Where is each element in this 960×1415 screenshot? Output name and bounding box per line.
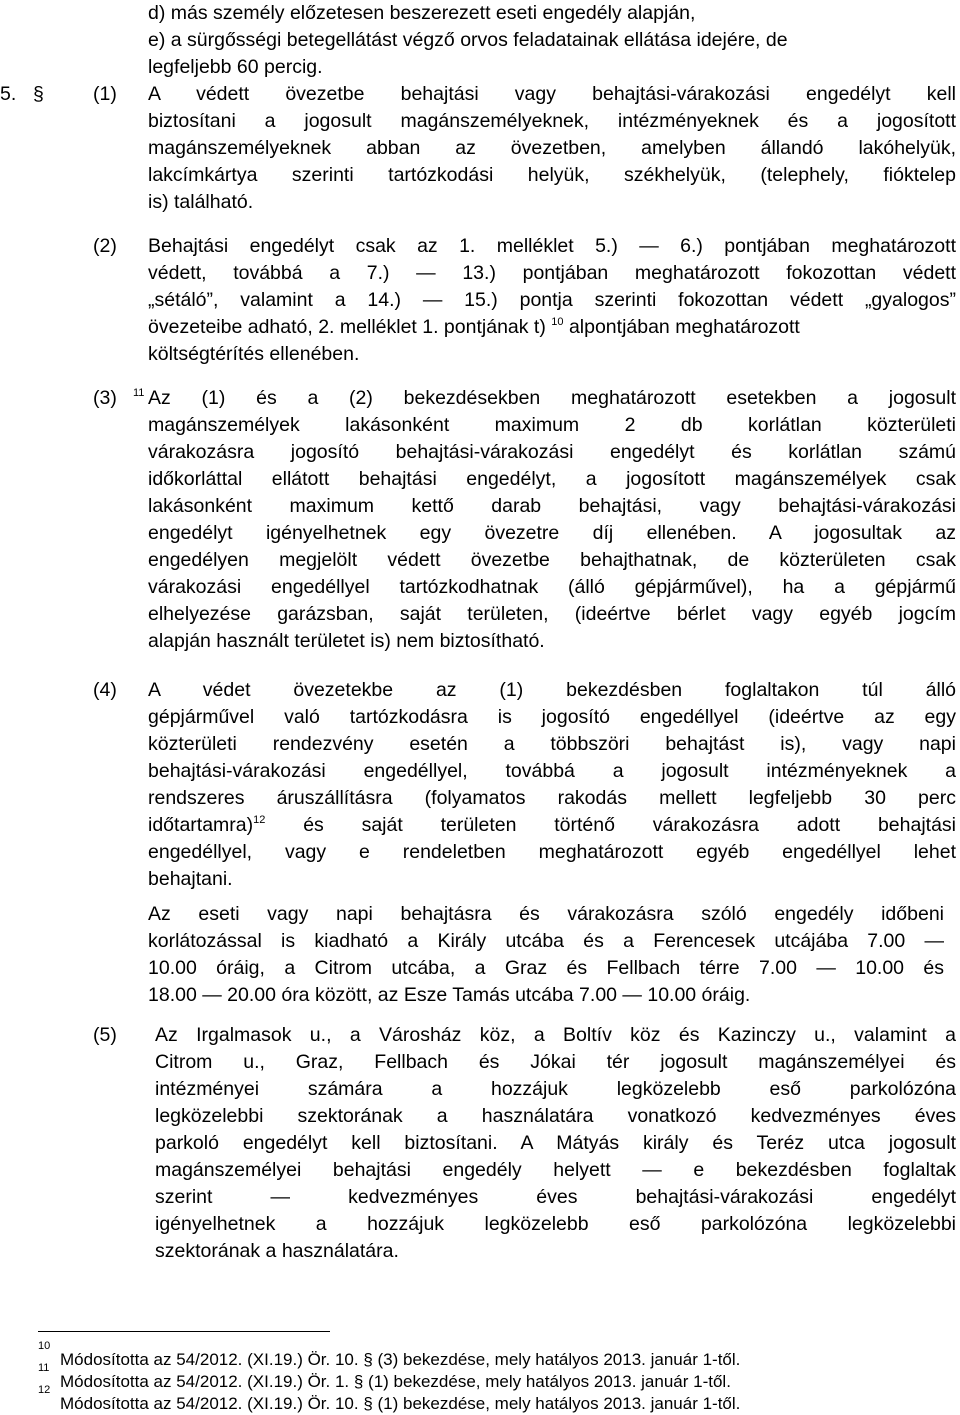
paragraph-5-label: (5) xyxy=(93,1024,117,1046)
list-item-e-continuation: legfeljebb 60 percig. xyxy=(148,56,323,78)
footnote-separator xyxy=(38,1331,330,1332)
paragraph-5-line: legközelebbi szektorának a használatára vonatkozó kedvezményes éves xyxy=(155,1105,956,1127)
paragraph-3-line: alapján használt területet is) nem biztosítható. xyxy=(148,630,545,652)
paragraph-4-line-with-footnote xyxy=(148,812,956,839)
paragraph-3-line: lakásonként maximum kettő darab behajtási, vagy behajtási-várakozási xyxy=(148,495,956,517)
section-number: 5. xyxy=(0,83,17,105)
paragraph-4-line: rendszeres áruszállításra (folyamatos rakodás mellett legfeljebb 30 perc xyxy=(148,787,956,809)
paragraph-5-line: magánszemélyei behajtási engedély helyett — e bekezdésben foglaltak xyxy=(155,1159,956,1181)
paragraph-4-line-end: és saját területen történő várakozásra adott behajtási xyxy=(303,814,957,836)
paragraph-2-line-end: alpontjában meghatározott xyxy=(568,316,800,338)
paragraph-5-line: Citrom u., Graz, Fellbach és Jókai tér jogosult magánszemélyei és xyxy=(155,1051,956,1073)
list-item-d: d) más személy előzetesen beszerezett eseti engedély alapján, xyxy=(148,2,696,24)
paragraph-4-sub-line: Az eseti vagy napi behajtásra és várakozásra szóló engedély időbeni xyxy=(148,903,944,925)
paragraph-5-line: szektorának a használatára. xyxy=(155,1240,399,1262)
paragraph-3-label: (3) xyxy=(93,387,117,409)
paragraph-5-line: Az Irgalmasok u., a Városház köz, a Boltív köz és Kazinczy u., valamint a xyxy=(155,1024,956,1046)
paragraph-1-line: biztosítani a jogosult magánszemélyeknek, intézményeknek és a jogosított xyxy=(148,110,956,132)
paragraph-2-line: védett, továbbá a 7.) — 13.) pontjában meghatározott fokozottan védett xyxy=(148,262,956,284)
paragraph-3-line: engedélyen megjelölt védett övezetbe behajthatnak, de közterületen csak xyxy=(148,549,956,571)
footnote-number: 11 xyxy=(38,1362,50,1374)
footnote-ref-12[interactable]: 12 xyxy=(253,814,266,826)
paragraph-2-line-with-footnote xyxy=(148,314,956,341)
paragraph-1-line: magánszemélyeknek abban az övezetben, amelyben állandó lakóhelyük, xyxy=(148,137,956,159)
paragraph-4-sub-line: 18.00 — 20.00 óra között, az Esze Tamás utcába 7.00 — 10.00 óráig. xyxy=(148,984,751,1006)
paragraph-4-line: gépjárművel való tartózkodásra is jogosító engedéllyel (ideértve az egy xyxy=(148,706,956,728)
list-item-e: e) a sürgősségi betegellátást végző orvos feladatainak ellátása idejére, de xyxy=(148,29,788,51)
paragraph-4-line: A védet övezetekbe az (1) bekezdésben foglaltakon túl álló xyxy=(148,679,956,701)
paragraph-4-line: behajtási-várakozási engedéllyel, továbbá a jogosult intézményeknek a xyxy=(148,760,956,782)
footnote-number: 10 xyxy=(38,1340,51,1352)
footnote-ref-11[interactable]: 11 xyxy=(133,387,145,399)
footnote-text: Módosította az 54/2012. (XI.19.) Ör. 10. § (3) bekezdése, mely hatályos 2013. január 1-től. xyxy=(60,1350,741,1369)
paragraph-2-line: költségtérítés ellenében. xyxy=(148,343,360,365)
paragraph-4-line: közterületi rendezvény esetén a többszöri behajtást is), vagy napi xyxy=(148,733,956,755)
paragraph-3-line: elhelyezése garázsban, saját területen, (ideértve bérlet vagy egyéb jogcím xyxy=(148,603,956,625)
footnote-text: Módosította az 54/2012. (XI.19.) Ör. 1. § (1) bekezdése, mely hatályos 2013. január 1-től. xyxy=(60,1372,731,1391)
paragraph-1-label: (1) xyxy=(93,83,117,105)
paragraph-4-sub-line: korlátozással is kiadható a Király utcába és a Ferencesek utcájába 7.00 — xyxy=(148,930,944,952)
paragraph-3-line: időkorláttal ellátott behajtási engedélyt, a jogosított magánszemélyek csak xyxy=(148,468,956,490)
paragraph-3-line: Az (1) és a (2) bekezdésekben meghatározott esetekben a jogosult xyxy=(148,387,956,409)
paragraph-sign: § xyxy=(33,83,44,105)
paragraph-3-line: engedélyt igényelhetnek egy övezetre díj ellenében. A jogosultak az xyxy=(148,522,956,544)
paragraph-2-label: (2) xyxy=(93,235,117,257)
paragraph-1-line: A védett övezetbe behajtási vagy behajtási-várakozási engedélyt kell xyxy=(148,83,956,105)
paragraph-3-line: magánszemélyek lakásonként maximum 2 db korlátlan közterületi xyxy=(148,414,956,436)
footnote-text: Módosította az 54/2012. (XI.19.) Ör. 10. § (1) bekezdése, mely hatályos 2013. január 1-től. xyxy=(60,1394,741,1413)
footnote-ref-11-wrap xyxy=(133,385,144,412)
footnote-ref-10[interactable]: 10 xyxy=(551,316,564,328)
paragraph-4-label: (4) xyxy=(93,679,117,701)
paragraph-5-line: intézményei számára a hozzájuk legközelebb eső parkolózóna xyxy=(155,1078,956,1100)
paragraph-5-line: parkoló engedélyt kell biztosítani. A Mátyás király és Teréz utca jogosult xyxy=(155,1132,956,1154)
paragraph-2-line: Behajtási engedélyt csak az 1. melléklet 5.) — 6.) pontjában meghatározott xyxy=(148,235,956,257)
footnote-number: 12 xyxy=(38,1384,51,1396)
paragraph-4-line: engedéllyel, vagy e rendeletben meghatározott egyéb engedéllyel lehet xyxy=(148,841,956,863)
paragraph-1-line: is) található. xyxy=(148,191,254,213)
paragraph-2-line-start: övezeteibe adható, 2. melléklet 1. pontjának t) xyxy=(148,316,546,338)
paragraph-4-sub-line: 10.00 óráig, a Citrom utcába, a Graz és Fellbach térre 7.00 — 10.00 és xyxy=(148,957,944,979)
paragraph-5-line: igényelhetnek a hozzájuk legközelebb eső parkolózóna legközelebbi xyxy=(155,1213,956,1235)
paragraph-5-line: szerint — kedvezményes éves behajtási-várakozási engedélyt xyxy=(155,1186,956,1208)
paragraph-2-line: „sétáló”, valamint a 14.) — 15.) pontja szerinti fokozottan védett „gyalogos” xyxy=(148,289,956,311)
paragraph-3-line: várakozási engedéllyel tartózkodhatnak (álló gépjárművel), ha a gépjármű xyxy=(148,576,956,598)
paragraph-4-line: behajtani. xyxy=(148,868,233,890)
paragraph-4-line-start: időtartamra) xyxy=(148,814,254,836)
paragraph-3-line: várakozásra jogosító behajtási-várakozási engedélyt és korlátlan számú xyxy=(148,441,956,463)
paragraph-1-line: lakcímkártya szerinti tartózkodási helyük, székhelyük, (telephely, fióktelep xyxy=(148,164,956,186)
